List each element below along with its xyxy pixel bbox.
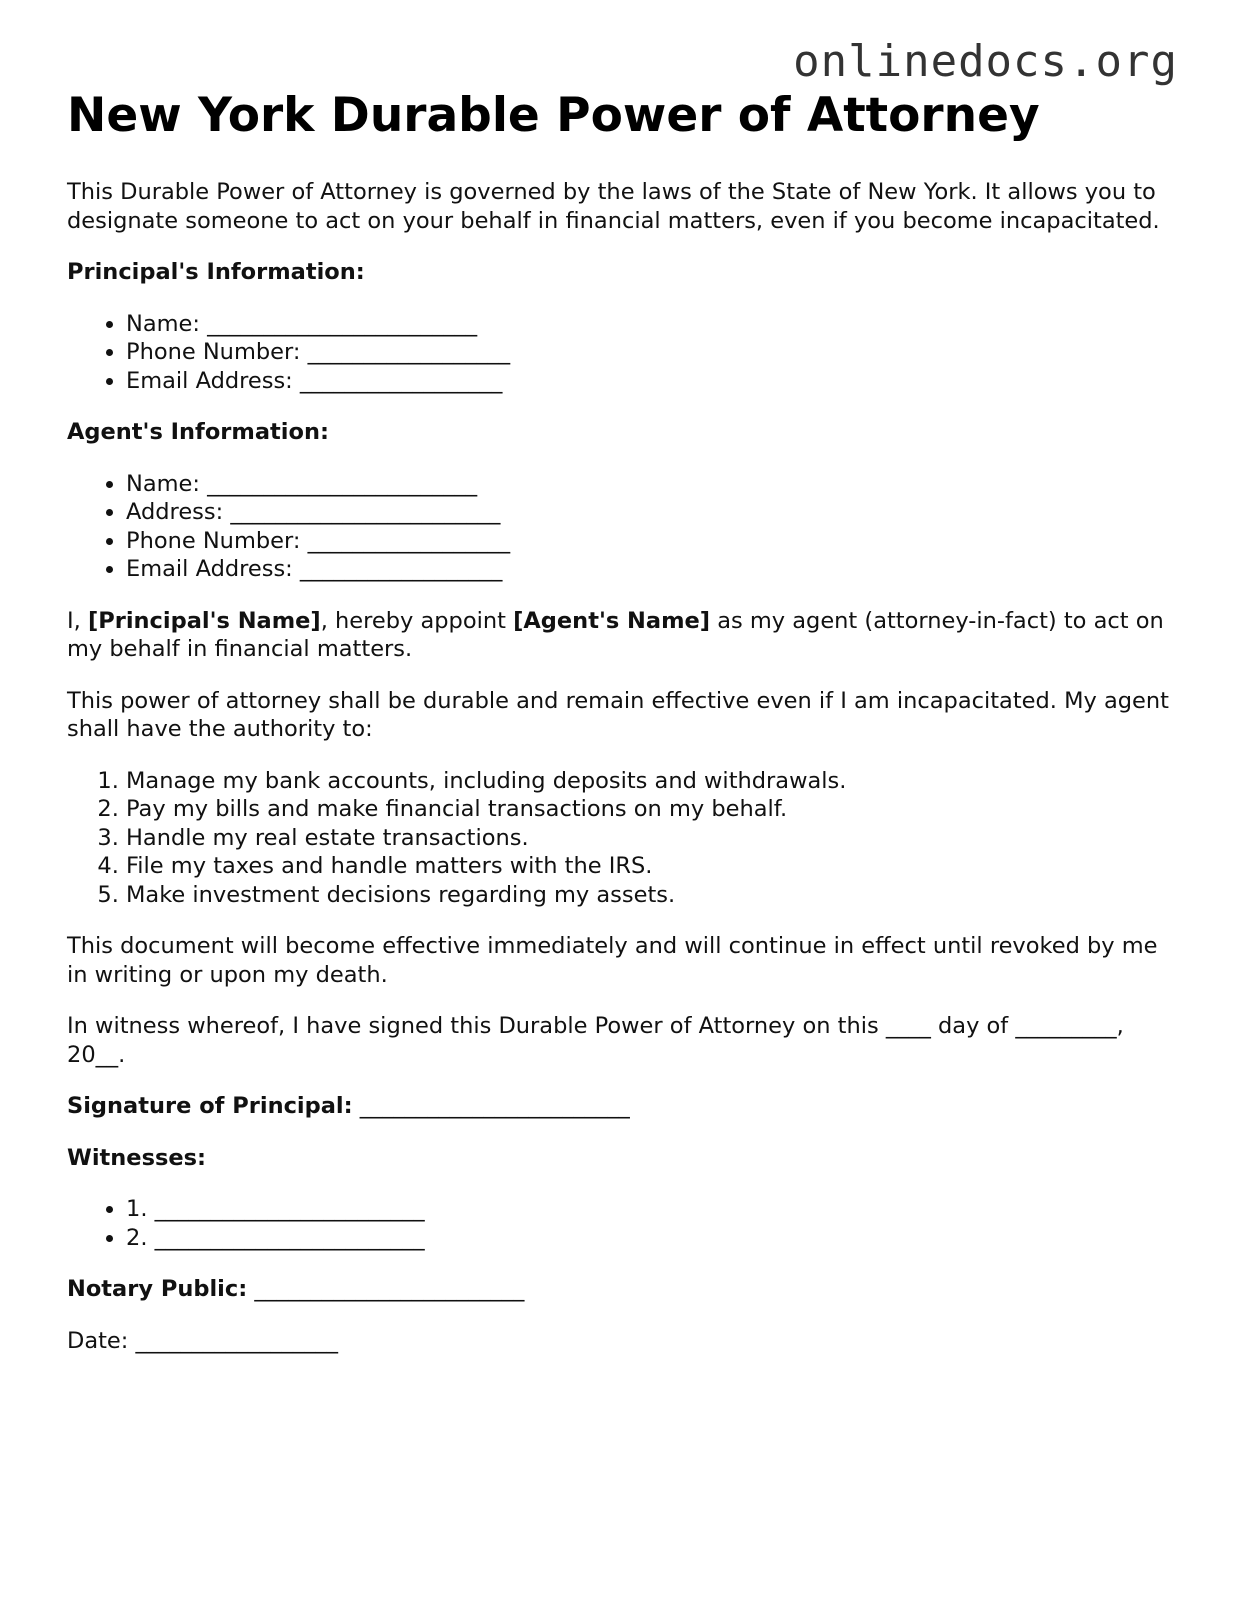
principal-email-field: • Email Address: __________________ (126, 367, 1177, 396)
document-title: New York Durable Power of Attorney (67, 88, 1040, 143)
durability-paragraph: This power of attorney shall be durable and remain effective even if I am incapacitated. My agent shall have the authority to: (67, 687, 1169, 742)
agent-name-field: • Name: ________________________ (126, 470, 1177, 499)
principal-name-field: • Name: ________________________ (126, 310, 1177, 339)
principal-name-placeholder: [Principal's Name] (87, 607, 321, 634)
witnesses-list (67, 1195, 1177, 1252)
power-item: 4. File my taxes and handle matters with the IRS. (126, 852, 1177, 881)
signature-line (67, 1092, 1177, 1121)
agent-name-placeholder: [Agent's Name] (513, 607, 711, 634)
date-line: Date: __________________ (67, 1327, 339, 1354)
agent-heading: Agent's Information: (67, 419, 329, 445)
appointment-middle: , hereby appoint (320, 607, 514, 634)
notary-line (67, 1275, 1177, 1304)
intro-paragraph: This Durable Power of Attorney is governed by the laws of the State of New York. It allows you to designate someone to act on your behalf in financial matters, even if you become incapacitated. (67, 179, 1160, 234)
notary-blank: ________________________ (247, 1276, 525, 1302)
appointment-paragraph (67, 607, 1177, 664)
witness-line: • 2. ________________________ (126, 1224, 1177, 1253)
power-item: 2. Pay my bills and make financial transactions on my behalf. (126, 795, 1177, 824)
witnesses-heading: Witnesses: (67, 1144, 206, 1171)
witness-statement: In witness whereof, I have signed this Durable Power of Attorney on this ____ day of _________, 20__. (67, 1013, 1124, 1068)
notary-label: Notary Public: (67, 1276, 248, 1302)
agent-email-field: • Email Address: __________________ (126, 555, 1177, 584)
watermark: onlinedocs.org (793, 36, 1178, 87)
document-page (67, 88, 1177, 1378)
appointment-suffix: as my agent (attorney-in-fact) to act on my behalf in financial matters. (67, 607, 1164, 662)
agent-address-field: • Address: ________________________ (126, 498, 1177, 527)
witness-line: • 1. ________________________ (126, 1195, 1177, 1224)
principal-heading: Principal's Information: (67, 259, 365, 285)
principal-phone-field: • Phone Number: __________________ (126, 338, 1177, 367)
power-item: 1. Manage my bank accounts, including deposits and withdrawals. (126, 767, 1177, 796)
principal-fields-list (67, 310, 1177, 396)
effective-paragraph: This document will become effective immediately and will continue in effect until revoked by me in writing or upon my death. (67, 933, 1158, 988)
agent-fields-list (67, 470, 1177, 584)
powers-list (67, 767, 1177, 910)
signature-label: Signature of Principal: (67, 1093, 353, 1119)
signature-blank: ________________________ (352, 1093, 630, 1119)
power-item: 5. Make investment decisions regarding my assets. (126, 881, 1177, 910)
appointment-prefix: I, (67, 607, 88, 634)
power-item: 3. Handle my real estate transactions. (126, 824, 1177, 853)
agent-phone-field: • Phone Number: __________________ (126, 527, 1177, 556)
